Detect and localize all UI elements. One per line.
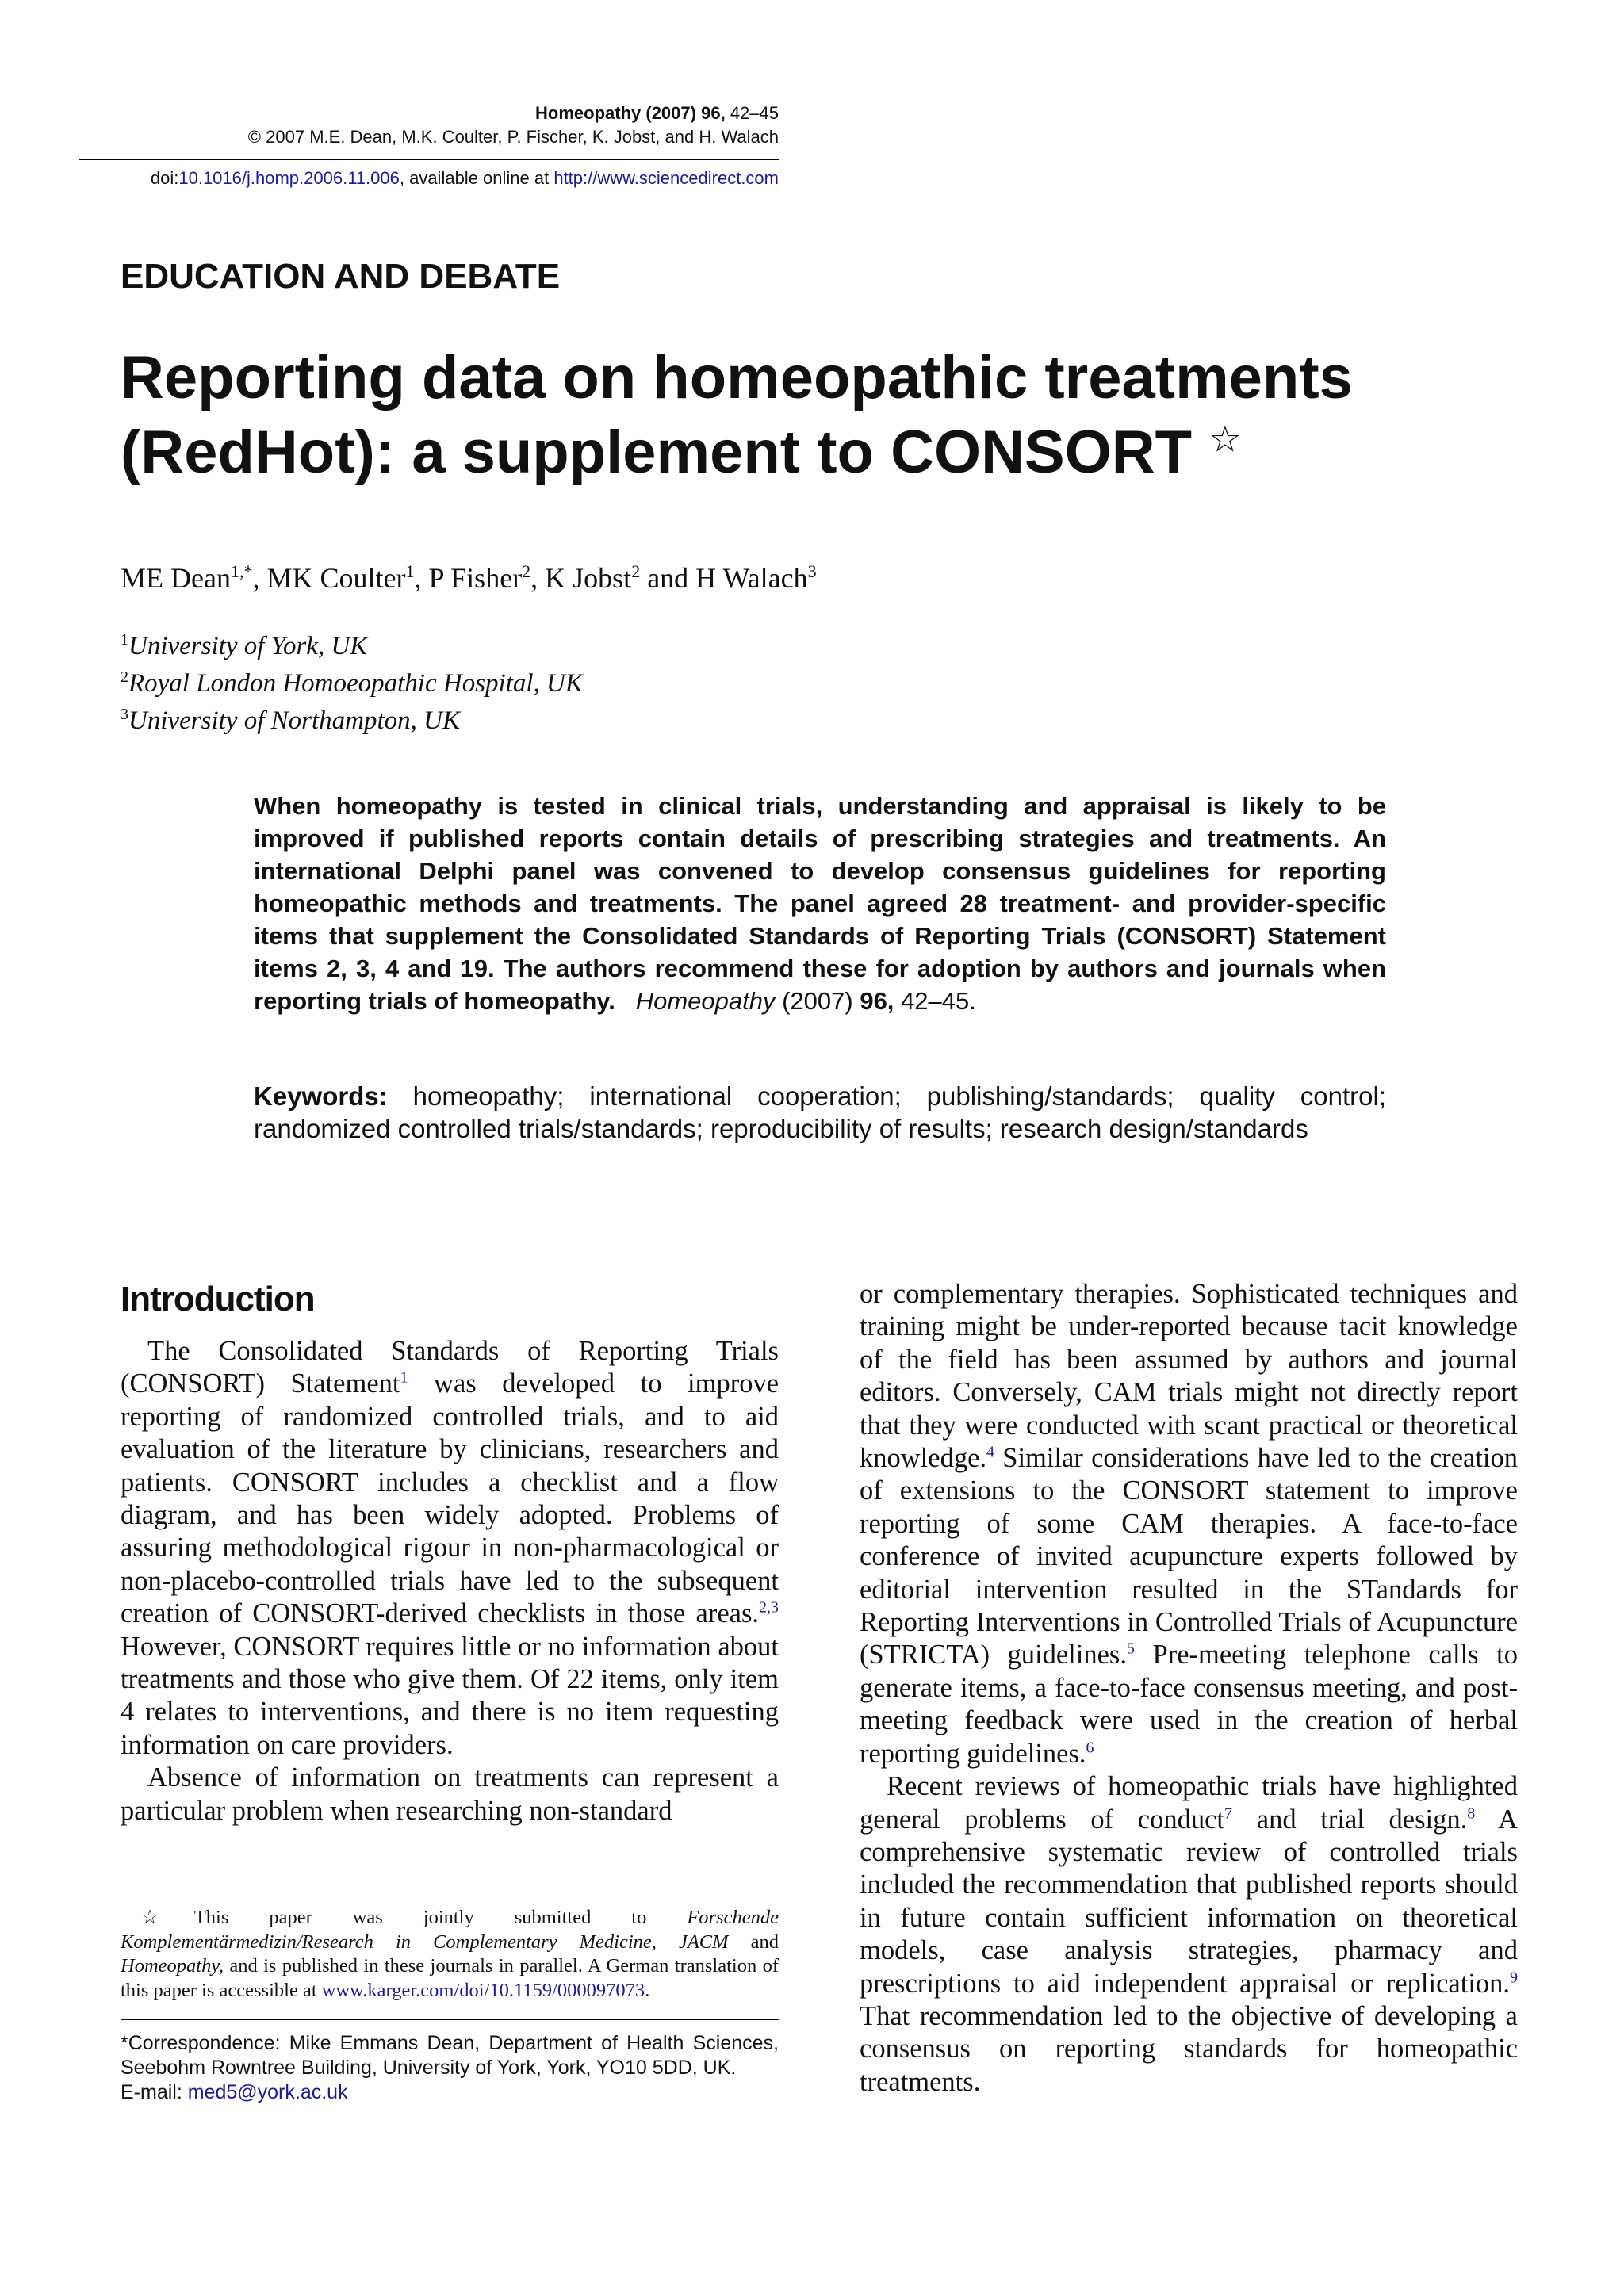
affiliation-number: 3 <box>121 706 128 723</box>
reference-link[interactable]: 1 <box>400 1368 408 1387</box>
available-text: , available online at <box>399 168 554 188</box>
copyright-line <box>65 125 779 149</box>
keywords <box>254 1080 1386 1145</box>
intro-rp2-text-d: That recommendation led to the objective of developing a consensus on reporting standards for homeopathic treatments. <box>860 2000 1518 2097</box>
author-separator: , <box>414 562 429 594</box>
section-label: EDUCATION AND DEBATE <box>121 257 561 296</box>
footnote-end: . <box>645 1979 650 2001</box>
reference-link[interactable]: 2,3 <box>759 1598 779 1617</box>
citation-line <box>65 101 779 125</box>
copyright-text: 2007 M.E. Dean, M.K. Coulter, P. Fischer, K. Jobst, and H. Walach <box>266 127 779 147</box>
email-line <box>121 2080 779 2105</box>
abstract-cite-journal: Homeopathy <box>635 987 776 1015</box>
intro-rp2-text-b: and trial design. <box>1232 1804 1468 1835</box>
author-name: H Walach <box>695 562 808 594</box>
email-label: E-mail: <box>121 2081 188 2103</box>
author-affiliation-marker: 1 <box>405 561 415 581</box>
abstract <box>254 790 1386 1017</box>
abstract-cite-volume: 96, <box>860 987 894 1015</box>
reference-link[interactable]: 7 <box>1224 1804 1233 1822</box>
author-affiliation-marker: 3 <box>807 561 817 581</box>
body-column-left <box>121 1335 779 1827</box>
keywords-text: homeopathy; international cooperation; publishing/standards; quality control; randomized controlled trials/standards; reproducibility of results; research design/standards <box>254 1081 1386 1143</box>
sciencedirect-link[interactable]: http://www.sciencedirect.com <box>553 168 779 188</box>
affiliation-number: 2 <box>121 668 128 686</box>
affiliation-text: University of Northampton, UK <box>128 706 460 735</box>
footnote-text-a: This paper was jointly submitted to <box>193 1907 688 1928</box>
title-footnote <box>121 1906 779 2003</box>
star-footnote-icon[interactable]: ☆ <box>1208 418 1242 460</box>
introduction-heading: Introduction <box>121 1280 315 1318</box>
doi-link[interactable]: 10.1016/j.homp.2006.11.006 <box>178 168 400 188</box>
keywords-label: Keywords: <box>254 1081 388 1111</box>
author-separator: , <box>252 562 267 594</box>
intro-paragraph-2-continued <box>860 1278 1518 1770</box>
copyright-icon: © <box>247 127 262 147</box>
intro-rp1-text-c: Pre-meeting telephone calls to generate items, a face-to-face consensus meeting, and post-meeting feedback were used in the creation of herbal reporting guidelines. <box>860 1640 1518 1769</box>
affiliation-text: University of York, UK <box>128 632 368 660</box>
article-title <box>121 341 1429 490</box>
reference-link[interactable]: 6 <box>1086 1739 1094 1757</box>
citation-journal: Homeopathy (2007) <box>535 103 696 123</box>
footnote-journal-1: Forschende Komplementärmedizin/Research in Complementary Medicine <box>121 1907 779 1953</box>
footnote-journal-3: Homeopathy, <box>121 1955 224 1976</box>
reference-link[interactable]: 9 <box>1510 1969 1518 1987</box>
author-name: ME Dean <box>121 562 231 594</box>
footnote-paragraph <box>121 1906 779 2003</box>
reference-link[interactable]: 8 <box>1467 1804 1476 1822</box>
footnote-sep-1: , <box>651 1931 679 1953</box>
affiliation <box>121 699 583 737</box>
author-name: P Fisher <box>428 562 523 594</box>
abstract-text: When homeopathy is tested in clinical trials, understanding and appraisal is likely to be improved if published reports contain details of prescribing strategies and treatments. An international Delphi panel was convened to develop consensus guidelines for reporting homeopathic methods and treatments. The panel agreed 28 treatment- and provider-specific items that supplement the Consolidated Standards of Reporting Trials (CONSORT) Statement items 2, 3, 4 and 19. The authors recommend these for adoption by authors and journals when reporting trials of homeopathy. <box>254 792 1386 1015</box>
reference-link[interactable]: 5 <box>1126 1640 1135 1658</box>
header-divider <box>79 159 779 160</box>
reference-link[interactable]: 4 <box>986 1443 995 1461</box>
affiliation <box>121 625 583 662</box>
abstract-cite-pages: 42–45. <box>901 987 976 1015</box>
footnote-journal-2: JACM <box>678 1931 729 1953</box>
intro-paragraph-2: Absence of information on treatments can represent a particular problem when researching non-standard <box>121 1762 779 1826</box>
title-line-2 <box>121 415 1429 490</box>
affiliation-text: Royal London Homoeopathic Hospital, UK <box>128 669 583 698</box>
author-name: MK Coulter <box>266 562 406 594</box>
author-affiliation-marker: 1,* <box>230 561 253 581</box>
intro-p1-text-c: However, CONSORT requires little or no information about treatments and those who give them. Of 22 items, only item 4 relates to interventions, and there is no item requesting information on care providers. <box>121 1631 779 1760</box>
intro-rp2-text-a: Recent reviews of homeopathic trials have highlighted general problems of conduct <box>860 1771 1518 1835</box>
intro-paragraph-1 <box>121 1335 779 1762</box>
correspondence-text: *Correspondence: Mike Emmans Dean, Department of Health Sciences, Seebohm Rowntree Building, University of York, York, YO10 5DD, UK. <box>121 2032 779 2079</box>
intro-rp1-text-a: or complementary therapies. Sophisticated techniques and training might be under-reported because tacit knowledge of the field has been assumed by authors and journal editors. Conversely, CAM trials might not directly report that they were conducted with scant practical or theoretical knowledge. <box>860 1279 1518 1474</box>
abstract-cite-year: (2007) <box>782 987 853 1015</box>
footnote-text-b: and is published in these journals in parallel. A German translation of this paper is accessible at <box>121 1955 779 2001</box>
author-separator: and <box>640 562 696 594</box>
author-affiliation-marker: 2 <box>631 561 641 581</box>
author-name: K Jobst <box>545 562 632 594</box>
email-link[interactable]: med5@york.ac.uk <box>187 2081 348 2103</box>
footnote-divider <box>121 2019 779 2020</box>
intro-rp1-text-b: Similar considerations have led to the creation of extensions to the CONSORT statement to improve reporting of some CAM therapies. A face-to-face conference of invited acupuncture experts followed by editorial intervention resulted in the STandards for Reporting Interventions in Controlled Trials of Acupuncture (STRICTA) guidelines. <box>860 1443 1518 1670</box>
affiliation-number: 1 <box>121 631 128 649</box>
body-column-right <box>860 1278 1518 2099</box>
author-affiliation-marker: 2 <box>522 561 531 581</box>
doi-prefix: doi: <box>150 168 179 188</box>
title-line-1: Reporting data on homeopathic treatments <box>121 344 1353 411</box>
footnote-sep-2: and <box>728 1931 779 1953</box>
star-footnote-icon: ☆ <box>141 1907 194 1928</box>
karger-link[interactable]: www.karger.com/doi/10.1159/000097073 <box>321 1979 645 2001</box>
citation-volume: 96, <box>701 103 726 123</box>
intro-p1-text-a: The Consolidated Standards of Reporting Trials (CONSORT) Statement <box>121 1336 779 1399</box>
affiliation <box>121 662 583 699</box>
title-line-2-text: (RedHot): a supplement to CONSORT <box>121 419 1193 486</box>
author-separator: , <box>530 562 546 594</box>
correspondence <box>121 2031 779 2105</box>
citation-pages: 42–45 <box>730 103 779 123</box>
affiliation-list <box>121 625 583 737</box>
intro-paragraph-3 <box>860 1770 1518 2099</box>
doi-line <box>65 166 779 190</box>
author-list <box>121 561 817 595</box>
journal-citation-header <box>65 101 779 149</box>
intro-rp2-text-c: A comprehensive systematic review of controlled trials included the recommendation that published reports should in future contain sufficient information on theoretical models, case analysis strategies, pharmacy and prescriptions to aid independent appraisal or replication. <box>860 1804 1518 1999</box>
intro-p1-text-b: was developed to improve reporting of randomized controlled trials, and to aid evaluation of the literature by clinicians, researchers and patients. CONSORT includes a checklist and a flow diagram, and has been widely adopted. Problems of assuring methodological rigour in non-pharmacological or non-placebo-controlled trials have led to the subsequent creation of CONSORT-derived checklists in those areas. <box>121 1368 779 1629</box>
